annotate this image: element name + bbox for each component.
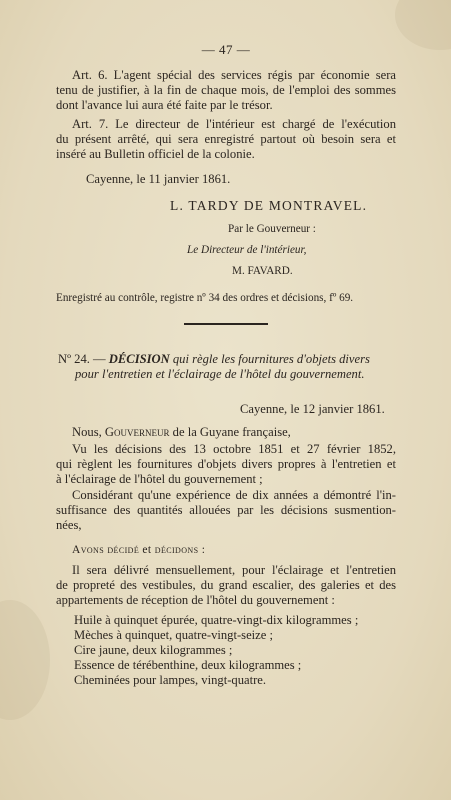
par-le-gouverneur: Par le Gouverneur : (228, 223, 316, 235)
directeur-name: M. FAVARD. (232, 265, 293, 277)
art7-line: Art. 7. Le directeur de l'intérieur est chargé de l'exécution (72, 117, 396, 131)
decision-heading (58, 352, 370, 367)
art6-line: Art. 6. L'agent spécial des services régis par économie sera (72, 68, 396, 82)
article-line: appartements de réception de l'hôtel du gouvernement : (56, 593, 335, 607)
supply-item: Cire jaune, deux kilogrammes ; (74, 643, 233, 657)
considerant-line: suffisance des quantités allouées par les décisions susmention- (56, 503, 396, 517)
section-divider (184, 323, 268, 325)
vu-line: qui règlent les fournitures d'objets divers propres à l'entretien et (56, 457, 396, 471)
decision-number: Nº 24. — (58, 352, 106, 366)
decide-word: décidé (107, 544, 140, 556)
decidons-word: décidons (154, 544, 199, 556)
supply-item: Cheminées pour lampes, vingt-quatre. (74, 673, 267, 687)
date-line: Cayenne, le 11 janvier 1861. (86, 172, 231, 186)
avons-word: Avons (72, 544, 105, 556)
et-word: et (142, 544, 152, 556)
art6-line: tenu de justifier, à la fin de chaque mois, de l'emploi des sommes (56, 83, 396, 97)
vu-line: Vu les décisions des 13 octobre 1851 et 27 février 1852, (72, 442, 396, 456)
nous-title: Gouverneur (104, 425, 170, 439)
directeur-title: Le Directeur de l'intérieur, (187, 244, 307, 256)
decision-title: qui règle les fournitures d'objets divers (172, 352, 370, 366)
page-number: — 47 — (201, 42, 251, 57)
art7-line: inséré au Bulletin officiel de la colonie. (56, 147, 255, 161)
considerant-line: nées, (56, 518, 82, 532)
nous-suffix: de la Guyane française, (172, 425, 291, 439)
date-line: Cayenne, le 12 janvier 1861. (240, 402, 385, 416)
considerant-line: Considérant qu'une expérience de dix années a démontré l'in- (72, 488, 396, 502)
avons-decide (72, 543, 205, 558)
paper-stain (395, 0, 451, 50)
decision-heading-line2: pour l'entretien et l'éclairage de l'hôtel du gouvernement. (75, 367, 365, 381)
article-line: de propreté des vestibules, du grand escalier, des galeries et des (56, 578, 396, 592)
nous-prefix: Nous, (72, 425, 102, 439)
supply-item: Huile à quinquet épurée, quatre-vingt-dix kilogrammes ; (74, 613, 359, 627)
vu-line: à l'éclairage de l'hôtel du gouvernement ; (56, 472, 263, 486)
nous-line (72, 425, 291, 440)
supply-item: Mèches à quinquet, quatre-vingt-seize ; (74, 628, 273, 642)
paper-stain (0, 600, 50, 720)
art7-line: du présent arrêté, qui sera enregistré partout où besoin sera et (56, 132, 396, 146)
article-line: Il sera délivré mensuellement, pour l'éclairage et l'entretien (72, 563, 396, 577)
registration-note: Enregistré au contrôle, registre nº 34 des ordres et décisions, fº 69. (56, 292, 354, 304)
colon: : (201, 544, 206, 556)
signatory: L. TARDY DE MONTRAVEL. (170, 198, 368, 213)
decision-keyword: DÉCISION (108, 352, 170, 366)
art6-line: dont l'avance lui aura été faite par le trésor. (56, 98, 273, 112)
supply-item: Essence de térébenthine, deux kilogrammes ; (74, 658, 302, 672)
